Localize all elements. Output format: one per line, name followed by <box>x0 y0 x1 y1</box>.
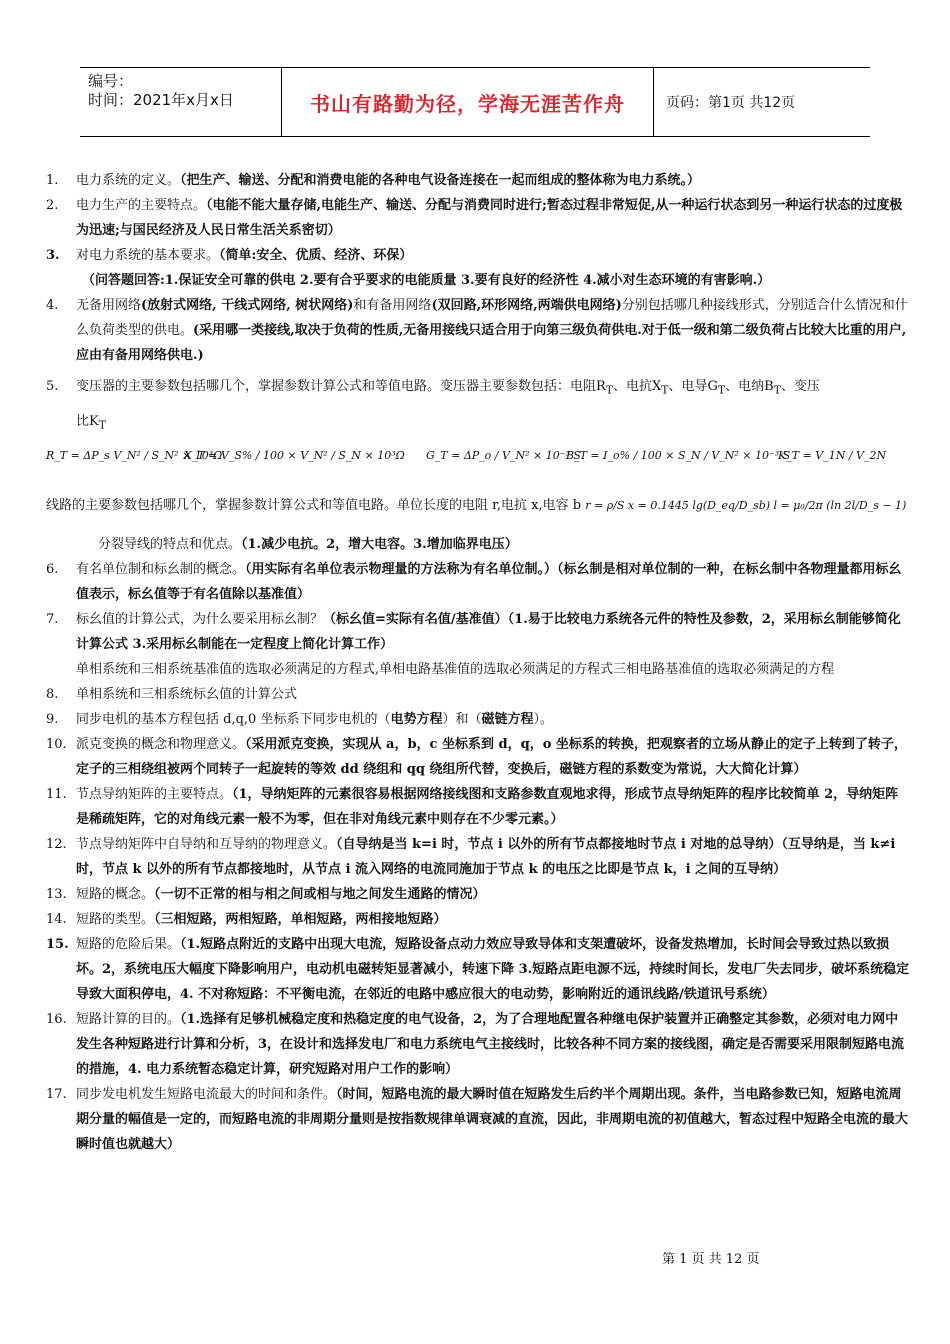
number-label: 编号： <box>88 72 134 90</box>
list-item-7: 7. 标幺值的计算公式，为什么要采用标幺制？（标幺值=实际有名值/基准值）（1.易于比较电力系统各元件的特性及参数，2，采用标幺制能够简化计算公式 3.采用标幺制能在一定程度上简化计算工作） <box>46 612 901 653</box>
header-meta <box>80 68 282 136</box>
page-footer: 第 1 页 共 12 页 <box>662 1252 760 1267</box>
list-item-4: 4. 无备用网络(放射式网络, 干线式网络, 树状网络)和有备用网络(双回路,环形网络,两端供电网络)分别包括哪几种接线形式，分别适合什么情况和什么负荷类型的供电。(采用哪一类接线,取决于负荷的性质,无备用接线只适合用于向第三级负荷供电.对于低一级和第二级负荷占比较大比重的用户,应由有备用网络供电.) <box>46 298 908 363</box>
list-item-2: 2. 电力生产的主要特点。（电能不能大量存储,电能生产、输送、分配与消费同时进行;暂态过程非常短促,从一种运行状态到另一种运行状态的过度极为迅速;与国民经济及人民日常生活关系密切） <box>46 198 903 238</box>
formula-xt: X_T = V_S% / 100 × V_N² / S_N × 10³Ω <box>184 449 405 463</box>
line-formula: r = ρ/S x = 0.1445 lg(D_eq/D_sb) l = μ₀/2π (ln 2l/D_s − 1) <box>585 499 907 513</box>
line-params: 线路的主要参数包括哪几个，掌握参数计算公式和等值电路。单位长度的电阻 r,电抗 x,电容 b r = ρ/S x = 0.1445 lg(D_eq/D_sb) l = μ₀/2π (ln 2l/D_s − 1) <box>46 498 907 514</box>
list-item-16: 16. 短路计算的目的。（1.选择有足够机械稳定度和热稳定度的电气设备，2，为了合理地配置各种继电保护装置并正确整定其参数，必须对电力网中发生各种短路进行计算和分析，3，在设计和选择发电厂和电力系统电气主接线时，比较各种不同方案的接线图，确定是否需要采用限制短路电流的措施，4. 电力系统暂态稳定计算，研究短路对用户工作的影响） <box>46 1012 905 1078</box>
list-item-3-detail: （问答题回答:1.保证安全可靠的供电 2.要有合乎要求的电能质量 3.要有良好的经济性 4.减小对生态环境的有害影响.） <box>82 273 771 288</box>
header-motto: 书山有路勤为径，学海无涯苦作舟 <box>310 91 625 116</box>
list-item-5: 5. 变压器的主要参数包括哪几个，掌握参数计算公式和等值电路。变压器主要参数包括：电阻$R_T$、电抗$X_T$、电导$G_T$、电纳$B_T$、变压 比$K_T$ <box>46 379 820 432</box>
formula-rt: R_T = ΔP_s V_N² / S_N² × 10³Ω <box>46 449 223 463</box>
list-item-17: 17. 同步发电机发生短路电流最大的时间和条件。（时间，短路电流的最大瞬时值在短路发生后约半个周期出现。条件，当电路参数已知，短路电流周期分量的幅值是一定的，而短路电流的非周期分量则是按指数规律单调衰减的直流，因此，非周期电流的初值越大，暂态过程中短路全电流的最大瞬时值也就越大） <box>46 1087 909 1153</box>
document-body <box>46 168 910 1157</box>
list-item-8: 8. 单相系统和三相系统标幺值的计算公式 <box>46 687 298 703</box>
document-header <box>80 67 870 137</box>
list-item-9: 9. 同步电机的基本方程包括 d,q,0 坐标系下同步电机的（电势方程）和（磁链方程）。 <box>46 712 554 728</box>
formula-gt: G_T = ΔP_o / V_N² × 10⁻³ S <box>426 449 581 463</box>
list-item-10: 10. 派克变换的概念和物理意义。（采用派克变换，实现从 a，b，c 坐标系到 d，q，o 坐标系的转换，把观察者的立场从静止的定子上转到了转子，定子的三相绕组被两个同转子一起旋转的等效 dd 绕组和 qq 绕组所代替，变换后，磁链方程的系数变为常说，大大简化计算） <box>46 737 907 778</box>
list-item-15: 15. 短路的危险后果。（1.短路点附近的支路中出现大电流，短路设备点动力效应导致导体和支架遭破坏，设备发热增加，长时间会导致过热以致损坏。2，系统电压大幅度下降影响用户，电动机电磁转矩显著减小，转速下降 3.短路点距电源不远，持续时间长，发电厂失去同步，破坏系统稳定导致大面积停电，4. 不对称短路：不平衡电流，在邻近的电路中感应很大的电动势，影响附近的通讯线路/铁道讯号系统） <box>46 937 910 1003</box>
list-item-1: 1. 电力系统的定义。（把生产、输送、分配和消费电能的各种电气设备连接在一起而组成的整体称为电力系统。） <box>46 173 701 188</box>
header-motto-cell <box>282 68 654 136</box>
list-item-12: 12. 节点导纳矩阵中自导纳和互导纳的物理意义。（自导纳是当 k=i 时，节点 i 以外的所有节点都接地时节点 i 对地的总导纳）（互导纳是，当 k≠i 时，节点 k 以外的所有节点都接地时，从节点 i 流入网络的电流同施加于节点 k 的电压之比即是节点 k，i 之间的互导纳） <box>46 837 896 878</box>
transformer-formulas <box>46 437 910 493</box>
list-item-13: 13. 短路的概念。（一切不正常的相与相之间或相与地之间发生通路的情况） <box>46 887 486 903</box>
list-item-6: 6. 有名单位制和标幺制的概念。（用实际有名单位表示物理量的方法称为有名单位制。）（标幺制是相对单位制的一种，在标幺制中各物理量都用标幺值表示，标幺值等于有名值除以基准值） <box>46 562 902 603</box>
bundled-conductor: 分裂导线的特点和优点。（1.减少电抗。2，增大电容。3.增加临界电压） <box>98 537 518 553</box>
list-item-11: 11. 节点导纳矩阵的主要特点。（1，导纳矩阵的元素很容易根据网络接线图和支路参数直观地求得，形成节点导纳矩阵的程序比较简单 2，导纳矩阵是稀疏矩阵，它的对角线元素一般不为零，但在非对角线元素中则存在不少零元素。） <box>46 787 899 828</box>
date-label: 时间：2021年x月x日 <box>88 91 234 109</box>
list-item-3: 3. 对电力系统的基本要求。（简单:安全、优质、经济、环保） <box>46 248 413 263</box>
header-page-info: 页码：第1页 共12页 <box>666 95 796 111</box>
formula-kt: K_T = V_1N / V_2N <box>778 449 887 463</box>
formula-bt: B_T = I_o% / 100 × S_N / V_N² × 10⁻³ S <box>566 449 791 463</box>
list-item-7-detail: 单相系统和三相系统基准值的选取必须满足的方程式,单相电路基准值的选取必须满足的方程式三相电路基准值的选取必须满足的方程 <box>76 662 835 678</box>
list-item-14: 14. 短路的类型。（三相短路，两相短路，单相短路，两相接地短路） <box>46 912 447 928</box>
